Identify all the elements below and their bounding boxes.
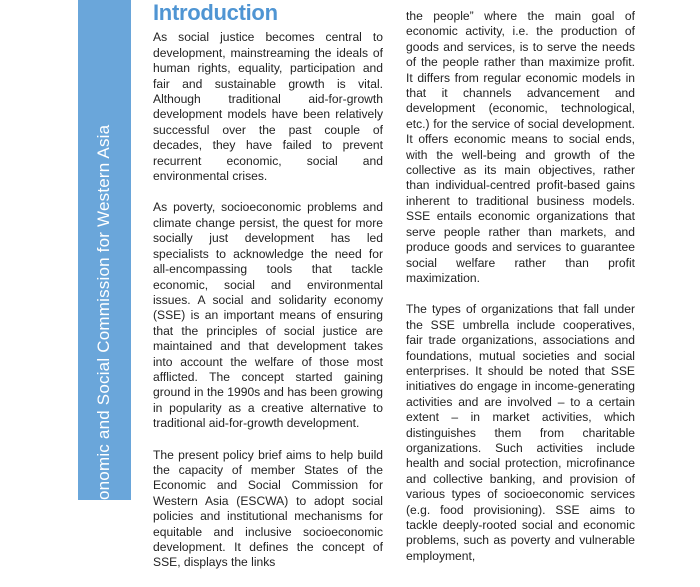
left-column: [153, 0, 383, 587]
paragraph: The types of organizations that fall under the SSE umbrella include cooperatives, fair trade organizations, associations and foundations, mutual societies and social enterprises. It should be noted that SSE initiatives do engage in income-generating activities and are involved – to a certain extent – in market activities, which distinguishes them from charitable organizations. Such activities include health and social protection, microfinance and collective banking, and provision of various types of socioeconomic services (e.g. food provisioning). SSE aims to tackle deeply-rooted social and economic problems, such as poverty and vulnerable employment,: [406, 302, 635, 563]
right-column: [406, 0, 635, 580]
paragraph: As social justice becomes central to development, mainstreaming the ideals of human rights, equality, participation and fair and sustainable growth is vital. Although traditional aid-for-growth development models have been relatively successful over the past couple of decades, they have failed to prevent recurrent economic, social and environmental crises.: [153, 30, 383, 184]
paragraph: the people” where the main goal of economic activity, i.e. the production of goods and services, is to serve the needs of the people rather than maximize profit. It differs from regular economic models in that it channels advancement and development (economic, technological, etc.) for the service of social development. It offers economic means to social ends, with the well-being and growth of the collective as its main objectives, rather than individual-centred profit-based gains inherent to traditional business models. SSE entails economic organizations that serve people rather than markets, and produce goods and services to guarantee social welfare rather than profit maximization.: [406, 9, 635, 285]
section-heading: Introduction: [153, 0, 278, 25]
sidebar-title: onomic and Social Commission for Western Asia: [94, 124, 113, 500]
paragraph: The present policy brief aims to help build the capacity of member States of the Economic and Social Commission for Western Asia (ESCWA) to adopt social policies and institutional mechanisms for equitable and inclusive socioeconomic development. It defines the concept of SSE, displays the links: [153, 447, 383, 570]
paragraph: As poverty, socioeconomic problems and climate change persist, the quest for more socially just development has led specialists to acknowledge the need for all-encompassing tools that tackle economic, social and environmental issues. A social and solidarity economy (SSE) is an important means of ensuring that the principles of social justice are maintained and that development takes into account the welfare of those most afflicted. The concept started gaining ground in the 1990s and has been growing in popularity as a creative alternative to traditional aid-for-growth development.: [153, 200, 383, 431]
